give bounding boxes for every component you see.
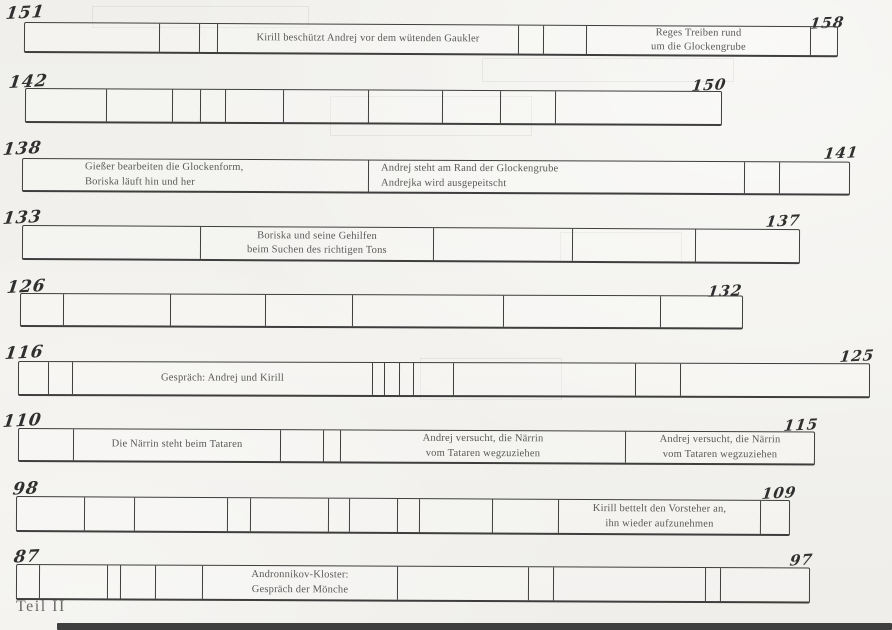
shot-segment [420,499,493,532]
shot-segment [173,90,201,122]
shot-segment [414,363,454,395]
shot-row [22,225,800,264]
shot-number-right: 97 [788,550,815,570]
shot-segment [398,499,420,532]
shot-segment [369,161,745,194]
shot-segment [19,362,49,394]
shot-segment [573,229,696,262]
shot-segment [228,498,251,531]
shot-number-left: 110 [1,410,43,432]
shot-segment [385,363,400,395]
shot-segment [529,567,554,600]
segment-caption: Andrej versucht, die Närrin vom Tataren wegzuziehen [422,433,544,459]
segment-caption: Kirill beschützt Andrej vor dem wütenden Gaukler [256,32,480,45]
shot-number-left: 126 [5,276,47,298]
shot-segment [559,500,761,534]
shot-segment [23,159,369,192]
shot-number-right: 150 [690,75,728,95]
shot-segment [49,362,73,394]
segment-caption: Kirill bettelt den Vorsteher an, ihn wieder aufzunehmen [592,503,727,530]
shot-segment [85,497,135,530]
shot-segment [23,226,201,259]
segment-caption: Reges Treiben rund um die Glockengrube [651,27,746,53]
shot-row [22,158,850,196]
shot-segment [706,568,721,601]
shot-segment [626,432,814,464]
shot-number-right: 109 [760,483,798,503]
shot-segment [780,162,849,193]
segment-caption: Andronnikov-Kloster: Gespräch der Mönche [251,569,349,595]
shot-segment [587,26,811,55]
shot-number-right: 141 [822,143,860,163]
shot-segment [373,363,385,395]
segment-caption: Andrej steht am Rand der Glockengrube Andrejka wird ausgepeitscht [380,162,559,189]
shot-number-left: 138 [1,138,43,160]
shot-number-left: 87 [12,546,42,568]
shot-row [18,361,870,398]
segment-caption: Die Närrin steht beim Tataren [111,438,243,451]
shot-number-left: 142 [7,71,49,93]
shot-segment [811,27,837,55]
shot-number-right: 158 [808,13,846,33]
shot-segment [443,91,501,123]
shot-row [25,88,722,126]
shot-number-right: 125 [838,346,876,366]
shot-segment [454,363,636,395]
shot-segment [398,567,529,601]
shot-segment [554,567,706,601]
shot-segment [519,26,544,54]
shot-segment [121,565,156,598]
shot-row [18,428,815,465]
shot-segment [17,565,40,598]
shot-segment [369,91,443,123]
shot-segment [324,430,341,461]
shot-segment [761,501,789,534]
shot-row [16,496,790,536]
shot-segment [434,228,573,261]
shot-number-left: 151 [4,2,46,24]
shot-row [20,293,743,330]
shot-segment [25,23,160,52]
shot-segment [17,497,85,530]
shot-segment [201,227,434,260]
shot-number-left: 116 [3,342,45,364]
shot-segment [329,499,350,532]
shot-segment [74,429,281,461]
shot-segment [19,429,74,460]
shot-number-right: 115 [782,415,820,435]
shot-segment [200,24,218,52]
shot-segment [636,364,681,396]
segment-caption: Boriska und seine Gehilfen beim Suchen des richtigen Tons [247,230,387,256]
shot-segment [135,498,228,531]
shot-segment [40,565,108,598]
shot-segment [203,566,398,600]
shot-number-right: 137 [764,211,802,231]
shot-segment [26,89,107,121]
shot-number-left: 98 [11,478,41,500]
segment-caption: Gießer bearbeiten die Glockenform, Boriska läuft hin und her [84,161,244,188]
shot-segment [400,363,414,395]
shot-segment [501,91,556,123]
shot-segment [696,230,799,263]
shot-segment [681,364,869,396]
shot-segment [341,430,626,462]
shot-segment [64,294,171,325]
segment-caption: Gespräch: Andrej und Kirill [161,372,284,384]
shot-segment [21,294,64,325]
part-label: Teil II [16,598,66,615]
shot-segment [544,26,587,54]
shot-segment [107,89,173,121]
shot-segment [171,295,266,326]
shot-segment [218,24,519,54]
shot-segment [284,90,369,122]
shot-segment [745,162,780,193]
shot-segment [156,566,203,599]
shot-number-left: 133 [1,207,43,229]
shot-segment [73,362,373,395]
shot-row [24,22,838,57]
shot-segment [661,296,742,327]
shot-segment [251,498,329,531]
shot-segment [493,499,559,532]
shot-segment [281,430,324,461]
scan-edge-shadow [57,623,892,630]
shot-segment [266,295,353,326]
shot-segment [350,499,398,532]
shot-segment [353,295,504,327]
segment-caption: Andrej versucht, die Närrin vom Tataren wegzuziehen [659,434,781,460]
shot-segment [160,24,200,52]
shot-segment [226,90,284,122]
shot-number-right: 132 [706,281,744,301]
shot-segment [721,568,809,601]
shot-row [16,564,810,603]
shot-segment [201,90,226,122]
shot-segment [504,296,661,328]
shot-segment [556,91,721,124]
shot-segment [108,565,121,598]
